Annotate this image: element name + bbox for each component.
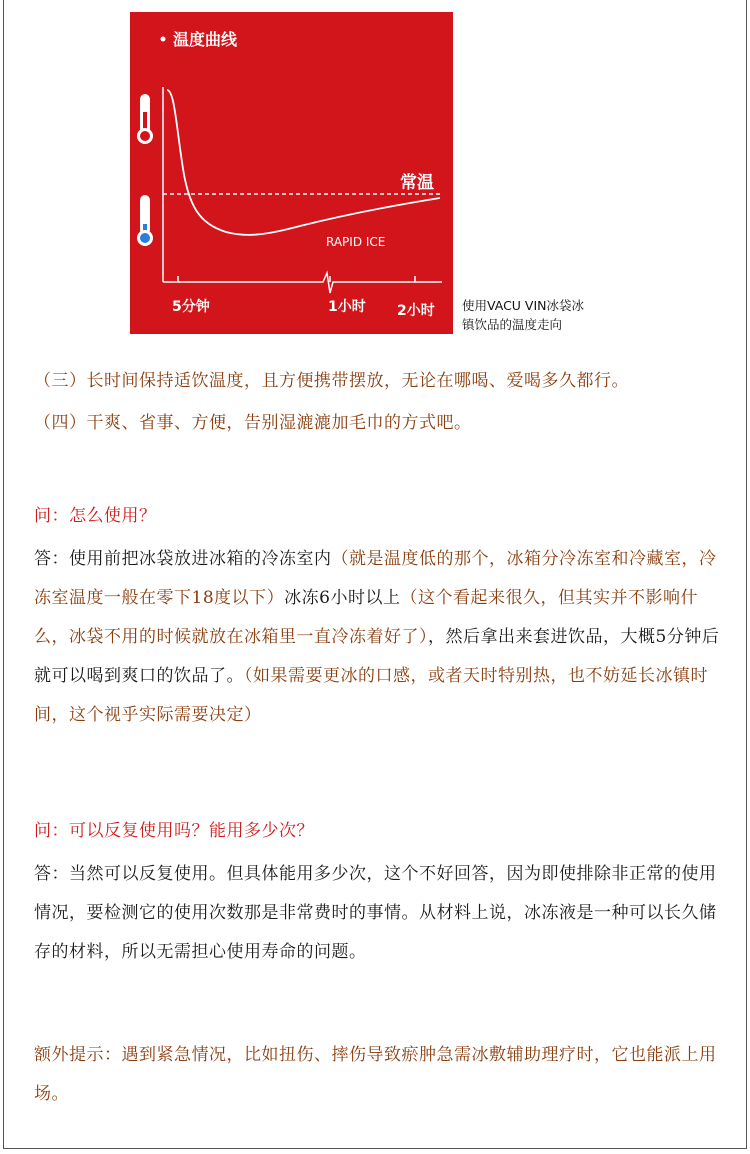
answer-how-to-use bbox=[34, 540, 724, 735]
curve-label: RAPID ICE bbox=[326, 235, 386, 249]
chart-title: 温度曲线 bbox=[173, 30, 238, 49]
answer-reuse: 答：当然可以反复使用。但具体能用多少次，这个不好回答，因为即使排除非正常的使用情况，要检测它的使用次数那是非常费时的事情。从材料上说，冰冻液是一种可以长久储存的材料，所以无需担心使用寿命的问题。 bbox=[34, 864, 717, 962]
temperature-curve bbox=[167, 90, 440, 235]
title-bullet bbox=[161, 37, 166, 42]
answer-note-storage: （这个看起来很久，但其实并不影响什么，冰袋不用的时候就放在冰箱里一直冷冻着好了） bbox=[34, 588, 698, 647]
room-temp-label: 常温 bbox=[400, 173, 434, 193]
point-three: （三）长时间保持适饮温度，且方便携带摆放，无论在哪喝、爱喝多久都行。 bbox=[34, 371, 629, 391]
x-axis-with-break bbox=[163, 273, 442, 293]
tick-label-1h: 1小时 bbox=[328, 299, 366, 315]
tick-label-2h: 2小时 bbox=[397, 303, 435, 319]
answer-then: ，然后拿出来套进饮品，大概5分钟后就可以喝到爽口的饮品了。 bbox=[34, 627, 720, 686]
caption-line-2: 镇饮品的温度走向 bbox=[462, 317, 563, 332]
question-reuse: 问：可以反复使用吗？能用多少次？ bbox=[34, 821, 314, 841]
answer-prefix: 答：使用前把冰袋放进冰箱的冷冻室内 bbox=[34, 549, 332, 569]
question-how-to-use: 问：怎么使用？ bbox=[34, 506, 157, 526]
temperature-chart bbox=[130, 12, 453, 334]
answer-freeze-time: 冰冻6小时以上 bbox=[284, 588, 401, 608]
hot-thermometer-icon bbox=[137, 94, 153, 144]
answer-note-extend: （如果需要更冰的口感，或者天时特别热，也不妨延长冰镇时间，这个视乎实际需要决定） bbox=[34, 666, 708, 725]
chart-caption bbox=[462, 296, 662, 334]
extra-tip: 额外提示：遇到紧急情况，比如扭伤、摔伤导致瘀肿急需冰敷辅助理疗时，它也能派上用场。 bbox=[34, 1045, 717, 1104]
point-four: （四）干爽、省事、方便，告别湿漉漉加毛巾的方式吧。 bbox=[34, 413, 472, 433]
caption-line-1: 使用VACU VIN冰袋冰 bbox=[462, 298, 585, 313]
answer-note-freezer: （就是温度低的那个，冰箱分冷冻室和冷藏室，冷冻室温度一般在零下18度以下） bbox=[34, 549, 717, 608]
tick-label-5min: 5分钟 bbox=[172, 299, 210, 315]
cold-thermometer-icon bbox=[137, 195, 153, 246]
